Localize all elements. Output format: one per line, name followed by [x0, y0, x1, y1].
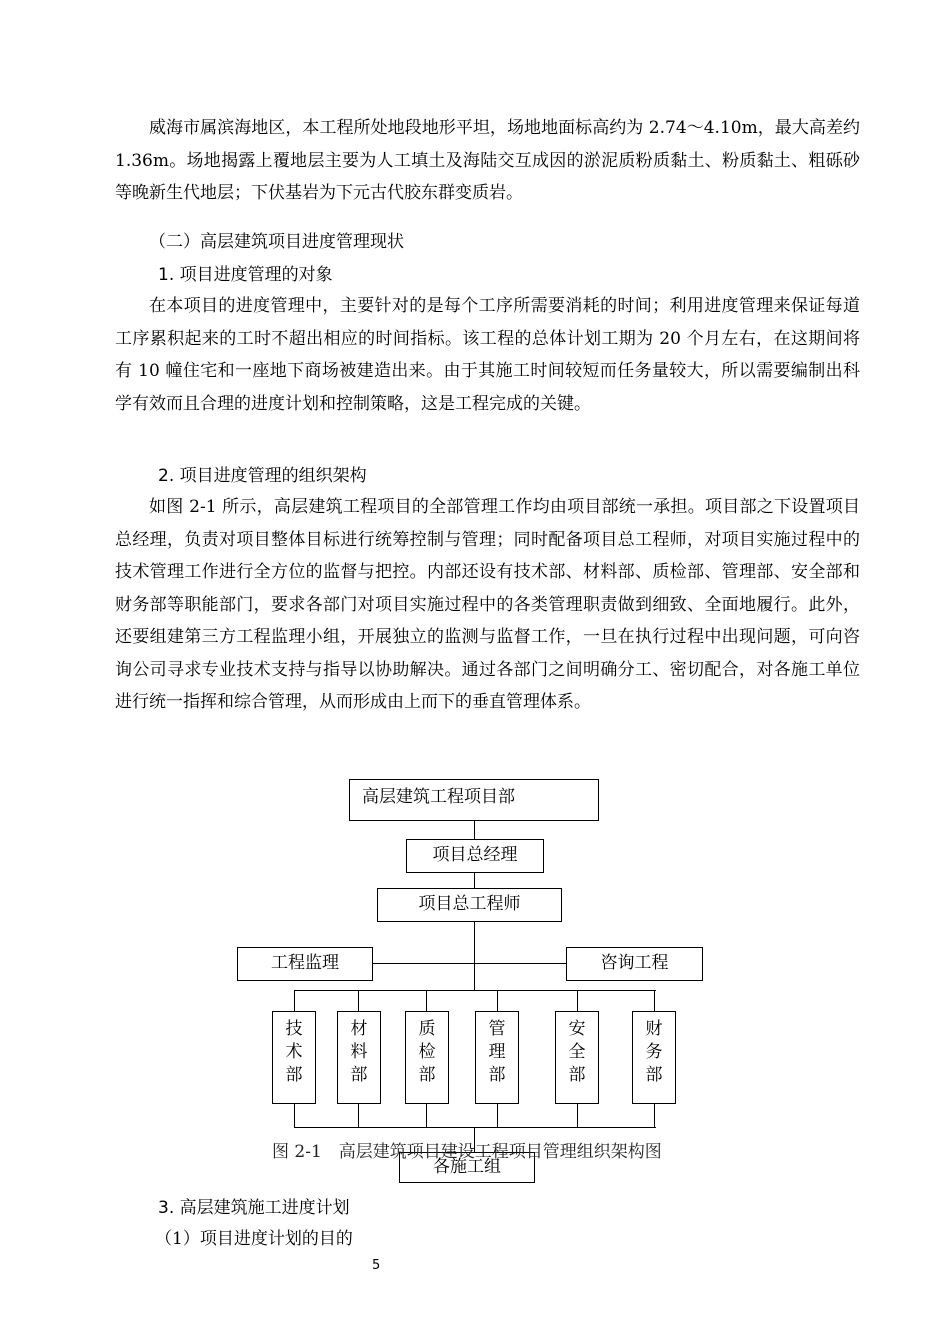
- page-number: 5: [372, 1258, 381, 1273]
- paragraph-progress-object: 在本项目的进度管理中，主要针对的是每个工序所需要消耗的时间；利用进度管理来保证每道工序累积起来的工时不超出相应的时间指标。该工程的总体计划工期为 20 个月左右，在这期间将有 10 幢住宅和一座地下商场被建造出来。由于其施工时间较短而任务量较大，所以需要编制出科学有效而且合理的进度计划和控制策略，这是工程完成的关键。: [115, 296, 860, 414]
- connector-dept-bar: [294, 990, 656, 991]
- dept-label-char: 料: [350, 1042, 368, 1062]
- paragraph-site-geology: 威海市属滨海地区，本工程所处地段地形平坦，场地地面标高约为 2.74～4.10m，最大高差约 1.36m。场地揭露上覆地层主要为人工填土及海陆交互成因的淤泥质粉质黏土、粉质黏土、粗砾砂等晚新生代地层；下伏基岩为下元古代胶东群变质岩。: [115, 118, 860, 203]
- connector-manager-engineer: [474, 872, 475, 889]
- connector-dept-drop: [577, 990, 578, 1011]
- dept-label-char: 安: [568, 1019, 586, 1039]
- dept-label-char: 部: [488, 1065, 506, 1085]
- dept-label: [273, 1018, 315, 1087]
- connector-dept-drop: [426, 990, 427, 1011]
- connector-dept-rise: [654, 1104, 655, 1128]
- dept-label-char: 部: [350, 1065, 368, 1085]
- dept-label-char: 材: [350, 1019, 368, 1039]
- org-box-label: 工程监理: [271, 953, 339, 973]
- org-box-general-manager: [406, 839, 544, 873]
- subheading-org-structure: 2. 项目进度管理的组织架构: [158, 466, 367, 486]
- org-box-chief-engineer: [377, 888, 562, 922]
- dept-label-char: 理: [488, 1042, 506, 1062]
- org-box-label: 各施工组: [433, 1157, 501, 1177]
- connector-dept-rise: [426, 1104, 427, 1128]
- dept-label-char: 技: [285, 1019, 303, 1039]
- connector-dept-drop: [294, 990, 295, 1011]
- connector-dept-rise: [294, 1104, 295, 1128]
- org-dept-box-finance: [632, 1011, 676, 1104]
- connector-root-manager: [474, 820, 475, 840]
- dept-label-char: 部: [645, 1065, 663, 1085]
- org-box-project-department: [349, 779, 599, 821]
- dept-label-char: 术: [285, 1042, 303, 1062]
- org-box-consulting: [566, 947, 703, 981]
- org-dept-box-quality: [405, 1011, 449, 1104]
- dept-label-char: 全: [568, 1042, 586, 1062]
- connector-dept-rise: [497, 1104, 498, 1128]
- org-dept-box-safety: [555, 1011, 599, 1104]
- dept-label-char: 财: [645, 1019, 663, 1039]
- dept-label-char: 部: [285, 1065, 303, 1085]
- subheading-schedule-plan: 3. 高层建筑施工进度计划: [158, 1198, 350, 1218]
- dept-label-char: 管: [488, 1019, 506, 1039]
- paragraph-org-structure: 如图 2-1 所示，高层建筑工程项目的全部管理工作均由项目部统一承担。项目部之下设置项目总经理，负责对项目整体目标进行统筹控制与管理；同时配备项目总工程师，对项目实施过程中的技术管理工作进行全方位的监督与把控。内部还设有技术部、材料部、质检部、管理部、安全部和财务部等职能部门，要求各部门对项目实施过程中的各类管理职责做到细致、全面地履行。此外，还要组建第三方工程监理小组，开展独立的监测与监督工作，一旦在执行过程中出现问题，可向咨询公司寻求专业技术支持与指导以协助解决。通过各部门之间明确分工、密切配合，对各施工单位进行统一指挥和综合管理，从而形成由上而下的垂直管理体系。: [115, 497, 860, 712]
- org-dept-box-management: [475, 1011, 519, 1104]
- dept-label: [633, 1018, 675, 1087]
- connector-dept-drop: [358, 990, 359, 1011]
- org-box-label: 咨询工程: [600, 953, 669, 973]
- section-heading: （二）高层建筑项目进度管理现状: [149, 232, 404, 252]
- connector-engineer-trunk: [474, 921, 475, 991]
- org-dept-box-technical: [272, 1011, 316, 1104]
- org-box-label: 高层建筑工程项目部: [362, 787, 515, 807]
- connector-dept-drop: [497, 990, 498, 1011]
- org-box-label: 项目总工程师: [418, 894, 521, 914]
- connector-dept-rise: [577, 1104, 578, 1128]
- figure-caption: 图 2-1 高层建筑项目建设工程项目管理组织架构图: [272, 1142, 662, 1162]
- dept-label-char: 部: [568, 1065, 586, 1085]
- subheading-progress-object: 1. 项目进度管理的对象: [158, 265, 333, 285]
- org-dept-box-materials: [337, 1011, 381, 1104]
- dept-label: [338, 1018, 380, 1087]
- org-box-supervision: [237, 947, 373, 981]
- org-box-label: 项目总经理: [432, 845, 518, 865]
- connector-dept-rise: [358, 1104, 359, 1128]
- dept-label-char: 检: [418, 1042, 436, 1062]
- dept-label-char: 质: [418, 1019, 436, 1039]
- dept-label: [556, 1018, 598, 1087]
- subheading-plan-purpose: （1）项目进度计划的目的: [155, 1229, 353, 1249]
- dept-label: [476, 1018, 518, 1087]
- connector-side-bar: [372, 963, 567, 964]
- dept-label: [406, 1018, 448, 1087]
- connector-dept-drop: [654, 990, 655, 1011]
- dept-label-char: 务: [645, 1042, 663, 1062]
- dept-label-char: 部: [418, 1065, 436, 1085]
